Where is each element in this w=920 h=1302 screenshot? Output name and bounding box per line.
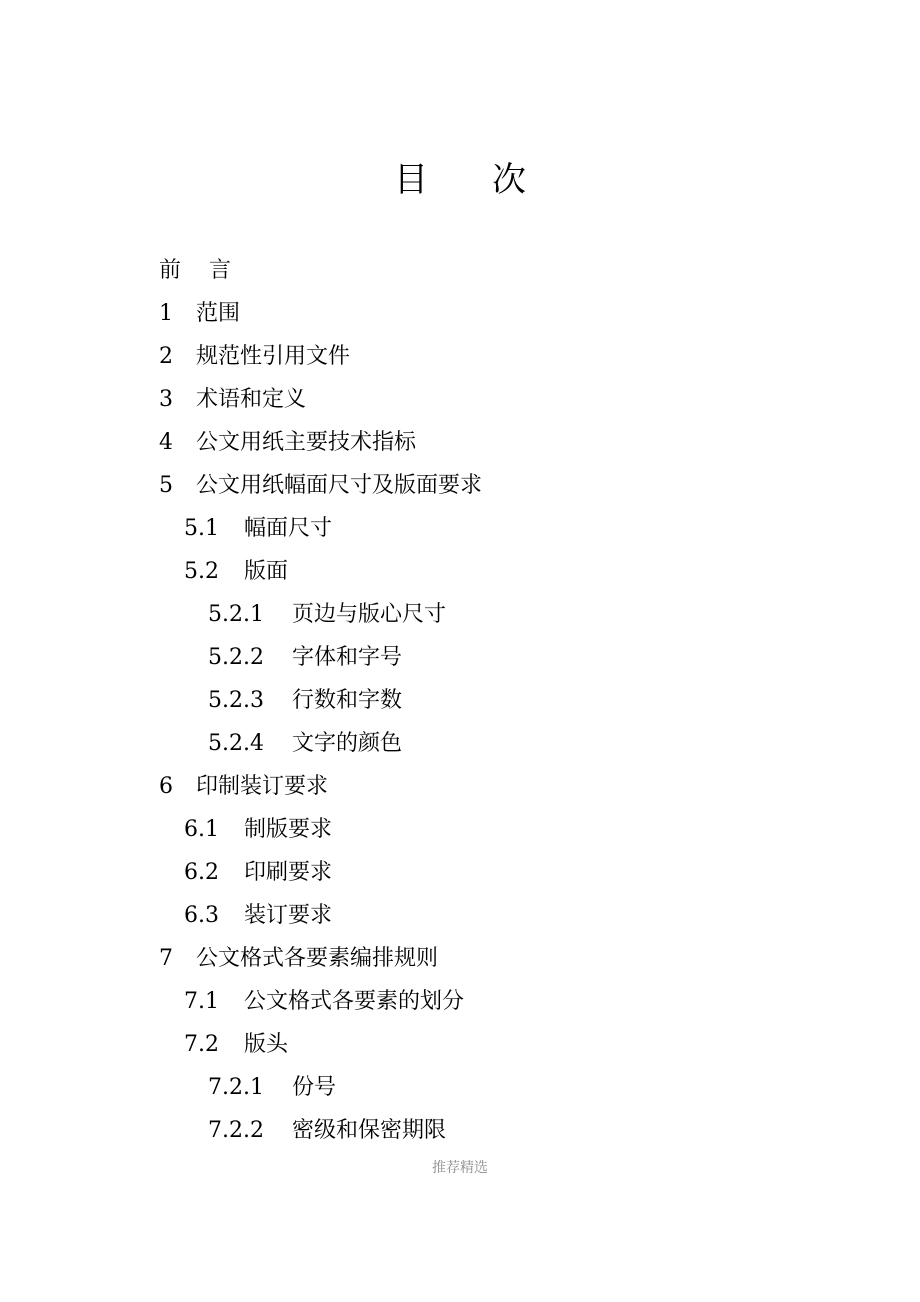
toc-item-number: 6 (159, 774, 173, 799)
toc-item-number: 7.1 (184, 989, 219, 1014)
toc-item-4[interactable] (159, 421, 416, 464)
toc-item-5-2-4[interactable] (208, 722, 402, 765)
toc-item-5[interactable] (159, 464, 482, 507)
toc-item-number: 6.3 (184, 903, 219, 928)
toc-item-label: 印制装订要求 (196, 774, 329, 799)
toc-item-number: 5.2.1 (208, 602, 264, 627)
toc-item-number: 7 (159, 946, 173, 971)
toc-item-label: 文字的颜色 (292, 731, 403, 756)
toc-item-number: 2 (159, 344, 173, 369)
toc-item-7-2[interactable] (184, 1023, 288, 1066)
toc-item-6-3[interactable] (184, 894, 332, 937)
toc-item-number: 6.1 (184, 817, 219, 842)
toc-item-label: 公文格式各要素编排规则 (196, 946, 439, 971)
toc-item-5-2[interactable] (184, 550, 288, 593)
toc-item-label: 版头 (244, 1032, 289, 1057)
toc-item-number: 5.2.4 (208, 731, 264, 756)
toc-item-label: 份号 (292, 1075, 337, 1100)
toc-item-label: 术语和定义 (196, 387, 307, 412)
toc-item-7[interactable] (159, 937, 438, 980)
toc-item-label: 公文用纸幅面尺寸及版面要求 (196, 473, 483, 498)
toc-item-label: 字体和字号 (292, 645, 403, 670)
toc-item-label: 公文格式各要素的划分 (244, 989, 465, 1014)
toc-item-5-2-1[interactable] (208, 593, 446, 636)
toc-item-6-2[interactable] (184, 851, 332, 894)
toc-item-label: 行数和字数 (292, 688, 403, 713)
toc-item-label: 幅面尺寸 (244, 516, 333, 541)
toc-item-number: 6.2 (184, 860, 219, 885)
toc-item-number: 5 (159, 473, 173, 498)
toc-item-number: 5.2.2 (208, 645, 264, 670)
toc-item-label: 版面 (244, 559, 289, 584)
toc-item-number: 7.2 (184, 1032, 219, 1057)
toc-item-number: 7.2.1 (208, 1075, 264, 1100)
toc-item-5-2-3[interactable] (208, 679, 402, 722)
toc-item-label: 公文用纸主要技术指标 (196, 430, 417, 455)
title-char-2: 次 (492, 160, 526, 200)
toc-item-label: 制版要求 (244, 817, 333, 842)
toc-item-label: 页边与版心尺寸 (292, 602, 447, 627)
toc-item-7-2-2[interactable] (208, 1109, 446, 1152)
toc-item-preface[interactable] (159, 249, 259, 292)
title-char-1: 目 (394, 160, 428, 200)
toc-item-number: 5.2 (184, 559, 219, 584)
toc-item-number: 3 (159, 387, 173, 412)
toc-item-number: 1 (159, 301, 173, 326)
toc-item-number: 5.1 (184, 516, 219, 541)
page-title (0, 158, 920, 202)
toc-item-5-2-2[interactable] (208, 636, 402, 679)
toc-item-label: 范围 (196, 301, 241, 326)
toc-item-label: 前言 (159, 258, 260, 283)
toc-item-label: 印刷要求 (244, 860, 333, 885)
toc-item-number: 5.2.3 (208, 688, 264, 713)
toc-item-3[interactable] (159, 378, 306, 421)
toc-item-label: 密级和保密期限 (292, 1118, 447, 1143)
toc-item-number: 7.2.2 (208, 1118, 264, 1143)
toc-item-7-2-1[interactable] (208, 1066, 336, 1109)
toc-item-6-1[interactable] (184, 808, 332, 851)
toc-item-label: 规范性引用文件 (196, 344, 351, 369)
toc-item-6[interactable] (159, 765, 328, 808)
toc-item-number: 4 (159, 430, 173, 455)
toc-item-label: 装订要求 (244, 903, 333, 928)
page-footer: 推荐精选 (432, 1160, 488, 1176)
toc-item-7-1[interactable] (184, 980, 464, 1023)
toc-item-5-1[interactable] (184, 507, 332, 550)
toc-item-1[interactable] (159, 292, 240, 335)
toc-item-2[interactable] (159, 335, 350, 378)
